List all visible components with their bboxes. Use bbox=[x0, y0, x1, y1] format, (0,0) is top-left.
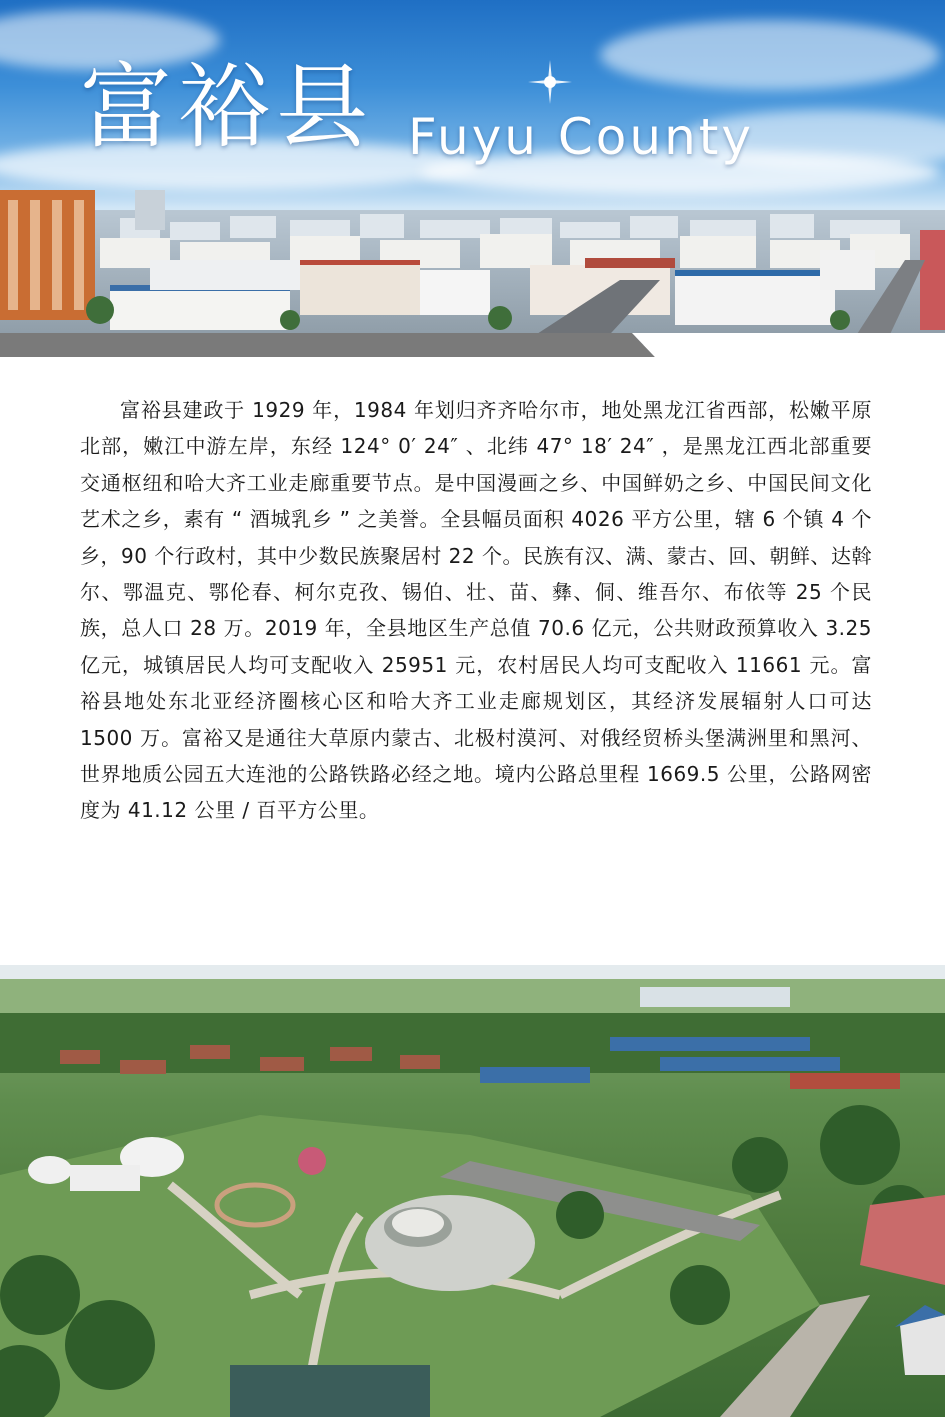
aerial-park-scene bbox=[0, 965, 945, 1417]
title-english: Fuyu County bbox=[408, 108, 754, 166]
county-introduction-text: 富裕县建政于 1929 年，1984 年划归齐齐哈尔市，地处黑龙江省西部，松嫩平原北部，嫩江中游左岸，东经 124° 0′ 24″ 、北纬 47° 18′ 24″ ，是黑龙江西北部重要交通枢纽和哈大齐工业走廊重要节点。是中国漫画之乡、中国鲜奶之乡、中国民间文化艺术之乡，素有 “ 酒城乳乡 ” 之美誉。全县幅员面积 4026 平方公里，辖 6 个镇 4 个乡，90 个行政村，其中少数民族聚居村 22 个。民族有汉、满、蒙古、回、朝鲜、达斡尔、鄂温克、鄂伦春、柯尔克孜、锡伯、壮、苗、彝、侗、维吾尔、布依等 25 个民族，总人口 28 万。2019 年，全县地区生产总值 70.6 亿元，公共财政预算收入 3.25 亿元，城镇居民人均可支配收入 25951 元，农村居民人均可支配收入 11661 元。富裕县地处东北亚经济圈核心区和哈大齐工业走廊规划区，其经济发展辐射人口可达 1500 万。富裕又是通往大草原内蒙古、北极村漠河、对俄经贸桥头堡满洲里和黑河、世界地质公园五大连池的公路铁路必经之地。境内公路总里程 1669.5 公里，公路网密度为 41.12 公里 / 百平方公里。 bbox=[80, 398, 872, 823]
footer-aerial-park-photo bbox=[0, 965, 945, 1417]
title-chinese: 富裕县 bbox=[80, 54, 375, 161]
